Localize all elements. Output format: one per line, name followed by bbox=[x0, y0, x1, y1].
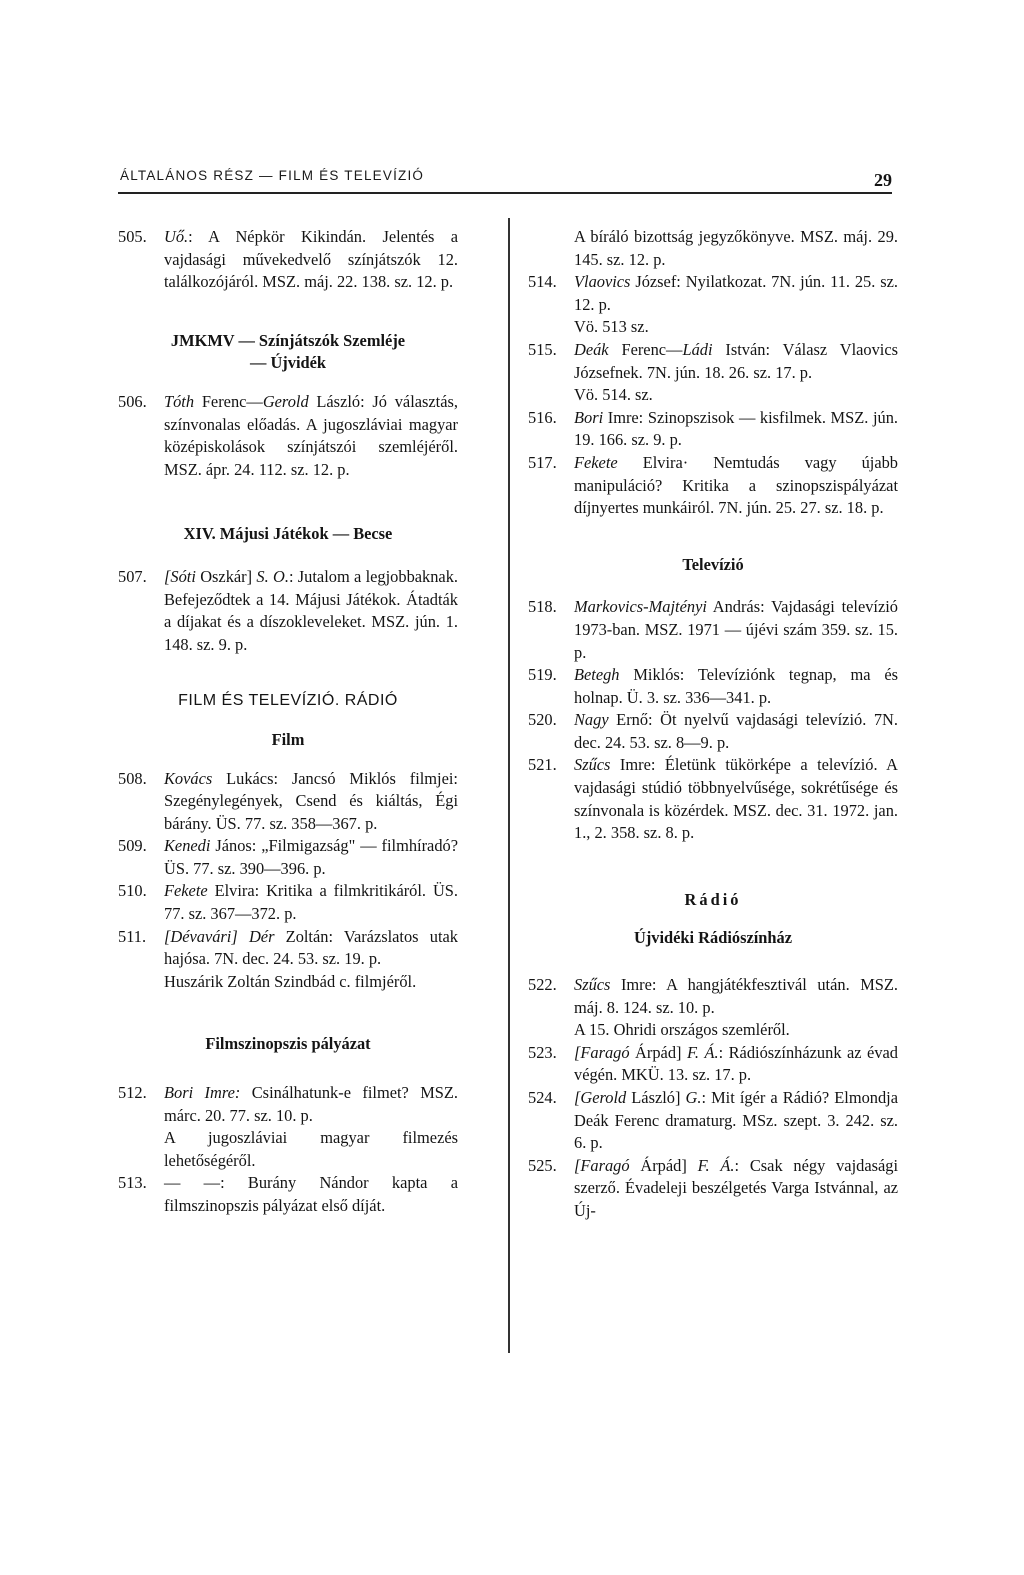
page-number: 29 bbox=[874, 170, 892, 190]
running-title: ÁLTALÁNOS RÉSZ — FILM ÉS TELEVÍZIÓ bbox=[120, 168, 425, 183]
entry-author: Uő. bbox=[164, 227, 189, 246]
entry-524: 524. [Gerold László] G.: Mit ígér a Rádió? Elmondja Deák Ferenc dramaturg. MSz. szept. 3. 242. sz. 6. p. bbox=[528, 1087, 898, 1155]
section-heading-jmkmv: JMKMV — Színjátszók Szemléje — Újvidék bbox=[170, 330, 406, 373]
entry-514: 514. Vlaovics József: Nyilatkozat. 7N. jún. 11. 25. sz. 12. p. bbox=[528, 271, 898, 316]
entry-505 bbox=[118, 226, 458, 294]
entry-number: 517. bbox=[528, 452, 557, 472]
entry-514-note: Vö. 513 sz. bbox=[574, 317, 649, 337]
entry-number: 505. bbox=[118, 227, 147, 246]
entry-512-note: A jugoszláviai magyar filmezés lehetőségéről. bbox=[164, 1128, 458, 1170]
entry-number: 508. bbox=[118, 768, 147, 788]
entry-522: 522. Szűcs Imre: A hangjátékfesztivál után. MSZ. máj. 8. 124. sz. 10. p. bbox=[528, 974, 898, 1019]
right-column bbox=[528, 226, 898, 1223]
subheading-ujvideki-radioszinhaz: Újvidéki Rádiószínház bbox=[633, 928, 792, 948]
entry-number: 518. bbox=[528, 597, 557, 617]
entry-519: 519. Betegh Miklós: Televíziónk tegnap, ma és holnap. Ü. 3. sz. 336—341. p. bbox=[528, 664, 898, 709]
entry-text: — —: Burány Nándor kapta a filmszinopszis pályázat első díját. bbox=[164, 1173, 458, 1215]
entry-number: 521. bbox=[528, 755, 557, 775]
entry-520: 520. Nagy Ernő: Öt nyelvű vajdasági televízió. 7N. dec. 24. 53. sz. 8—9. p. bbox=[528, 709, 898, 754]
left-column bbox=[118, 226, 458, 1218]
entry-number: 524. bbox=[528, 1088, 557, 1107]
entry-510: 510. Fekete Elvira: Kritika a filmkritikáról. ÜS. 77. sz. 367—372. p. bbox=[118, 880, 458, 925]
entry-number: 513. bbox=[118, 1173, 147, 1193]
entry-513 bbox=[118, 1172, 458, 1217]
entry-511: 511. [Dévavári] Dér Zoltán: Varázslatos utak hajósa. 7N. dec. 24. 53. sz. 19. p. bbox=[118, 926, 458, 971]
entry-number: 516. bbox=[528, 407, 557, 427]
entry-513-continuation: A bíráló bizottság jegyzőkönyve. MSZ. máj. 29. 145. sz. 12. p. bbox=[574, 227, 898, 269]
subheading-film: Film bbox=[271, 729, 305, 749]
running-head bbox=[118, 166, 892, 194]
subheading-televizio: Televízió bbox=[682, 554, 744, 574]
entry-511-note: Huszárik Zoltán Szindbád c. filmjéről. bbox=[164, 971, 417, 991]
entry-508: 508. Kovács Lukács: Jancsó Miklós filmjei: Szegénylegények, Csend és kiáltás, Égi bárány. ÜS. 77. sz. 358—367. p. bbox=[118, 768, 458, 836]
subheading-radio: Rádió bbox=[684, 889, 742, 909]
entry-number: 511. bbox=[118, 926, 147, 946]
section-heading-film-tv-radio: FILM ÉS TELEVÍZIÓ. RÁDIÓ bbox=[178, 692, 398, 710]
entry-number: 520. bbox=[528, 710, 557, 730]
entry-522-note: A 15. Ohridi országos szemléről. bbox=[574, 1020, 790, 1040]
entry-506: 506. Tóth Ferenc—Gerold László: Jó választás, színvonalas előadás. A jugoszláviai magyar középiskolások színjátszói szemléjéről. MSZ. ápr. 24. 112. sz. 12. p. bbox=[118, 391, 458, 481]
entry-507: 507. [Sóti Oszkár] S. O.: Jutalom a legjobbaknak. Befejeződtek a 14. Májusi Játékok. Átadták a díjakat és a díszokleveleket. MSZ. jún. 1. 148. sz. 9. p. bbox=[118, 566, 458, 656]
entry-517: 517. Fekete Elvira· Nemtudás vagy újabb manipuláció? Kritika a szinopszispályázat díjnyertes munkáiról. 7N. jún. 25. 27. sz. 18. p. bbox=[528, 452, 898, 520]
entry-523: 523. [Faragó Árpád] F. Á.: Rádiószínházunk az évad végén. MKÜ. 13. sz. 17. p. bbox=[528, 1042, 898, 1087]
entry-number: 515. bbox=[528, 339, 557, 359]
entry-number: 514. bbox=[528, 272, 557, 292]
entry-number: 512. bbox=[118, 1083, 147, 1103]
column-divider bbox=[508, 218, 510, 1353]
entry-512: 512. Bori Imre: Csinálhatunk-e filmet? MSZ. márc. 20. 77. sz. 10. p. bbox=[118, 1082, 458, 1127]
entry-number: 509. bbox=[118, 836, 147, 856]
entry-515: 515. Deák Ferenc—Ládi István: Válasz Vlaovics Józsefnek. 7N. jún. 18. 26. sz. 17. p. bbox=[528, 339, 898, 384]
entry-number: 507. bbox=[118, 566, 147, 586]
entry-number: 522. bbox=[528, 975, 557, 995]
entry-number: 525. bbox=[528, 1155, 557, 1175]
entry-number: 519. bbox=[528, 665, 557, 685]
section-heading-xiv: XIV. Májusi Játékok — Becse bbox=[183, 524, 393, 544]
entry-number: 523. bbox=[528, 1042, 557, 1062]
entry-516: 516. Bori Imre: Szinopszisok — kisfilmek. MSZ. jún. 19. 166. sz. 9. p. bbox=[528, 407, 898, 452]
entry-525: 525. [Faragó Árpád] F. Á.: Csak négy vajdasági szerző. Évadeleji beszélgetés Varga Istvánnal, az Új- bbox=[528, 1155, 898, 1223]
subheading-filmszinopszis: Filmszinopszis pályázat bbox=[205, 1034, 371, 1054]
entry-text: : A Népkör Kikindán. Jelentés a vajdasági művekedvelő színjátszók 12. találkozójáról. MSZ. máj. 22. 138. sz. 12. p. bbox=[164, 227, 458, 292]
entry-518: 518. Markovics-Majtényi András: Vajdasági televízió 1973-ban. MSZ. 1971 — újévi szám 359. sz. 15. p. bbox=[528, 596, 898, 664]
entry-515-note: Vö. 514. sz. bbox=[574, 385, 653, 405]
entry-number: 506. bbox=[118, 391, 147, 411]
entry-number: 510. bbox=[118, 881, 147, 901]
entry-521: 521. Szűcs Imre: Életünk tükörképe a televízió. A vajdasági stúdió többnyelvűsége, sokrétűsége és színvonala is közérdek. MSZ. dec. 31. 1972. jan. 1., 2. 358. sz. 8. p. bbox=[528, 754, 898, 844]
entry-509: 509. Kenedi János: „Filmigazság" — filmhíradó? ÜS. 77. sz. 390—396. p. bbox=[118, 835, 458, 880]
